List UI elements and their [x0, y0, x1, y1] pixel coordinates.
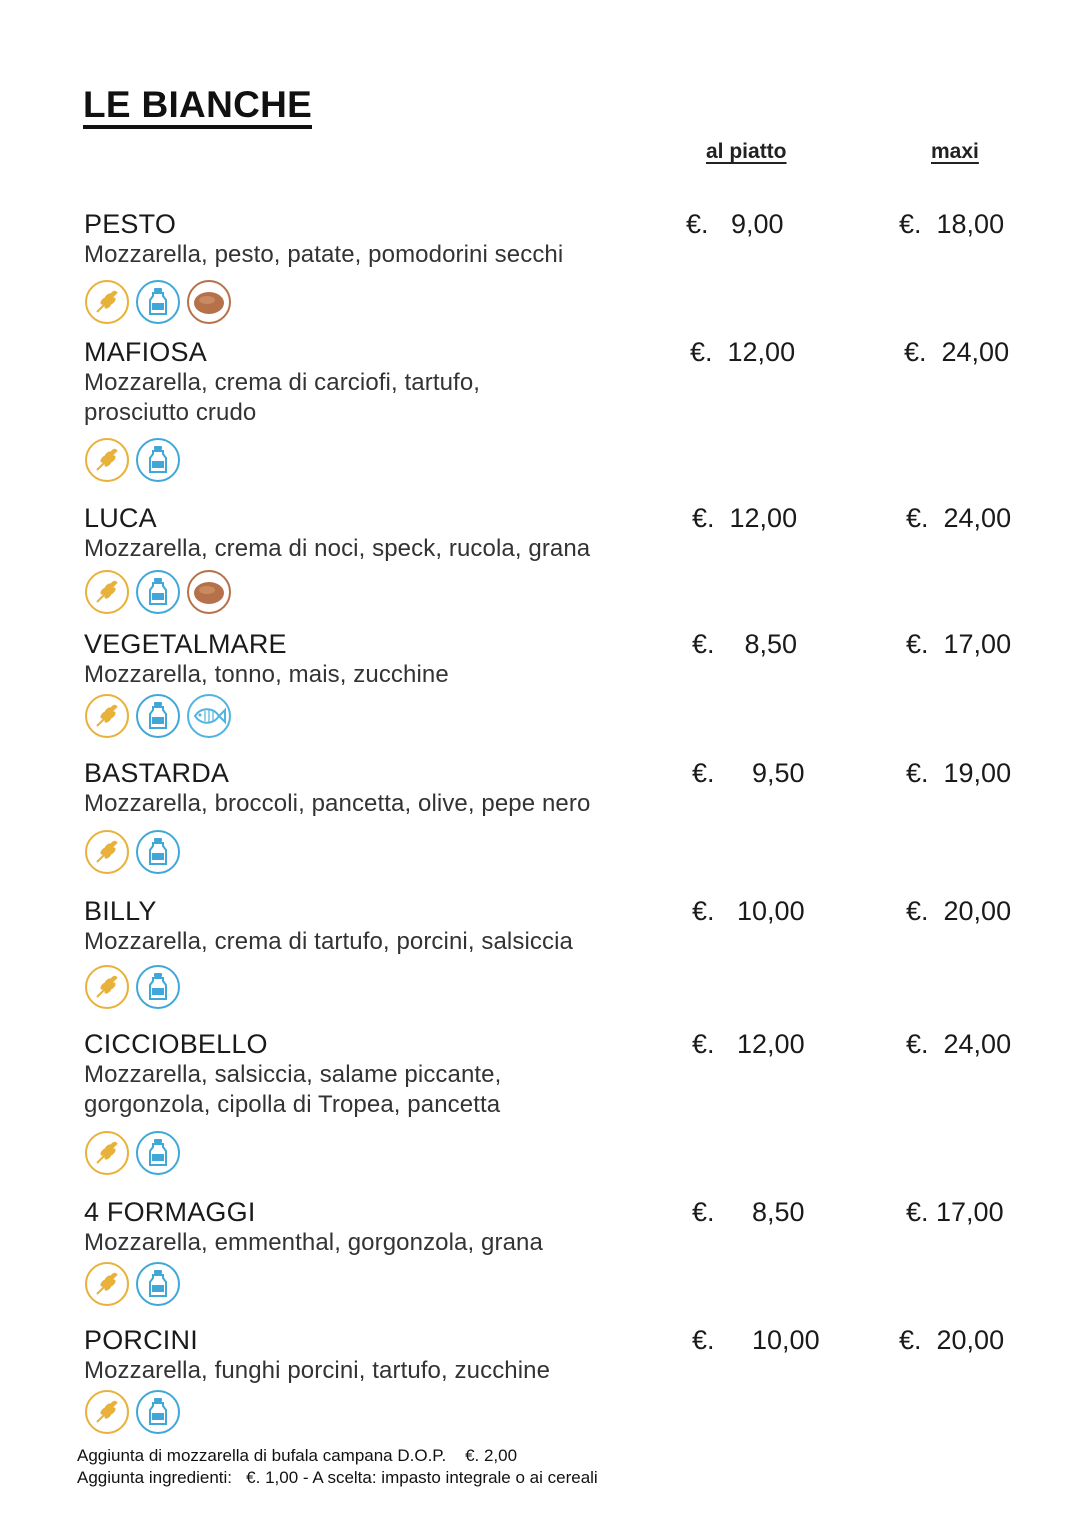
milk-bottle-icon — [135, 437, 181, 483]
item-name: MAFIOSA — [84, 337, 207, 367]
price-maxi: €. 20,00 — [899, 1325, 1005, 1355]
price-maxi: €. 24,00 — [904, 337, 1010, 367]
price-al-piatto: €. 10,00 — [692, 896, 805, 926]
item-description: Mozzarella, crema di tartufo, porcini, salsiccia — [84, 928, 573, 955]
item-description: Mozzarella, crema di noci, speck, rucola, grana — [84, 535, 591, 562]
price-maxi: €. 20,00 — [906, 896, 1012, 926]
item-description: Mozzarella, tonno, mais, zucchine — [84, 661, 449, 688]
wheat-icon — [84, 569, 130, 615]
milk-bottle-icon — [135, 1261, 181, 1307]
item-description: Mozzarella, emmenthal, gorgonzola, grana — [84, 1229, 543, 1256]
price-maxi: €. 17,00 — [906, 629, 1012, 659]
footer-note-ingredients: Aggiunta ingredienti: €. 1,00 - A scelta: impasto integrale o ai cereali — [77, 1468, 598, 1487]
wheat-icon — [84, 437, 130, 483]
menu-item — [84, 503, 1064, 564]
price-al-piatto: €. 12,00 — [692, 503, 798, 533]
price-al-piatto: €. 10,00 — [692, 1325, 820, 1355]
allergen-icons — [84, 829, 181, 875]
allergen-icons — [84, 1261, 181, 1307]
menu-item — [84, 337, 1064, 428]
item-description: Mozzarella, pesto, patate, pomodorini secchi — [84, 241, 564, 268]
menu-item — [84, 1029, 1064, 1120]
allergen-icons — [84, 693, 232, 739]
allergen-icons — [84, 279, 232, 325]
milk-bottle-icon — [135, 569, 181, 615]
menu-item — [84, 1325, 1064, 1386]
price-al-piatto: €. 12,00 — [690, 337, 796, 367]
item-description: Mozzarella, salsiccia, salame piccante, — [84, 1061, 502, 1088]
item-name: VEGETALMARE — [84, 629, 287, 659]
milk-bottle-icon — [135, 279, 181, 325]
item-name: BASTARDA — [84, 758, 230, 788]
price-al-piatto: €. 9,50 — [692, 758, 805, 788]
nut-icon — [186, 569, 232, 615]
menu-item — [84, 629, 1064, 690]
price-al-piatto: €. 8,50 — [692, 629, 798, 659]
item-description: prosciutto crudo — [84, 399, 257, 426]
allergen-icons — [84, 1130, 181, 1176]
wheat-icon — [84, 279, 130, 325]
price-al-piatto: €. 8,50 — [692, 1197, 805, 1227]
allergen-icons — [84, 964, 181, 1010]
wheat-icon — [84, 1261, 130, 1307]
item-name: PESTO — [84, 209, 177, 239]
milk-bottle-icon — [135, 1130, 181, 1176]
page-title: LE BIANCHE — [83, 86, 312, 129]
item-description: Mozzarella, funghi porcini, tartufo, zucchine — [84, 1357, 551, 1384]
item-description: Mozzarella, crema di carciofi, tartufo, — [84, 369, 481, 396]
wheat-icon — [84, 693, 130, 739]
menu-item — [84, 896, 1064, 957]
fish-icon — [186, 693, 232, 739]
menu-item — [84, 758, 1064, 819]
item-description: Mozzarella, broccoli, pancetta, olive, pepe nero — [84, 790, 591, 817]
milk-bottle-icon — [135, 1389, 181, 1435]
menu-item — [84, 1197, 1064, 1258]
item-name: PORCINI — [84, 1325, 198, 1355]
wheat-icon — [84, 829, 130, 875]
allergen-icons — [84, 437, 181, 483]
price-al-piatto: €. 12,00 — [692, 1029, 805, 1059]
item-description: gorgonzola, cipolla di Tropea, pancetta — [84, 1091, 501, 1118]
wheat-icon — [84, 1130, 130, 1176]
column-header-al-piatto: al piatto — [706, 140, 787, 163]
milk-bottle-icon — [135, 693, 181, 739]
menu-item — [84, 209, 1064, 270]
allergen-icons — [84, 569, 232, 615]
nut-icon — [186, 279, 232, 325]
allergen-icons — [84, 1389, 181, 1435]
price-maxi: €. 18,00 — [899, 209, 1005, 239]
price-maxi: €. 17,00 — [906, 1197, 1004, 1227]
milk-bottle-icon — [135, 964, 181, 1010]
price-al-piatto: €. 9,00 — [686, 209, 784, 239]
price-maxi: €. 24,00 — [906, 1029, 1012, 1059]
price-maxi: €. 24,00 — [906, 503, 1012, 533]
item-name: 4 FORMAGGI — [84, 1197, 256, 1227]
price-maxi: €. 19,00 — [906, 758, 1012, 788]
item-name: BILLY — [84, 896, 157, 926]
wheat-icon — [84, 964, 130, 1010]
wheat-icon — [84, 1389, 130, 1435]
item-name: LUCA — [84, 503, 157, 533]
footer-note-bufala: Aggiunta di mozzarella di bufala campana D.O.P. €. 2,00 — [77, 1446, 518, 1465]
milk-bottle-icon — [135, 829, 181, 875]
item-name: CICCIOBELLO — [84, 1029, 268, 1059]
column-header-maxi: maxi — [931, 140, 979, 163]
